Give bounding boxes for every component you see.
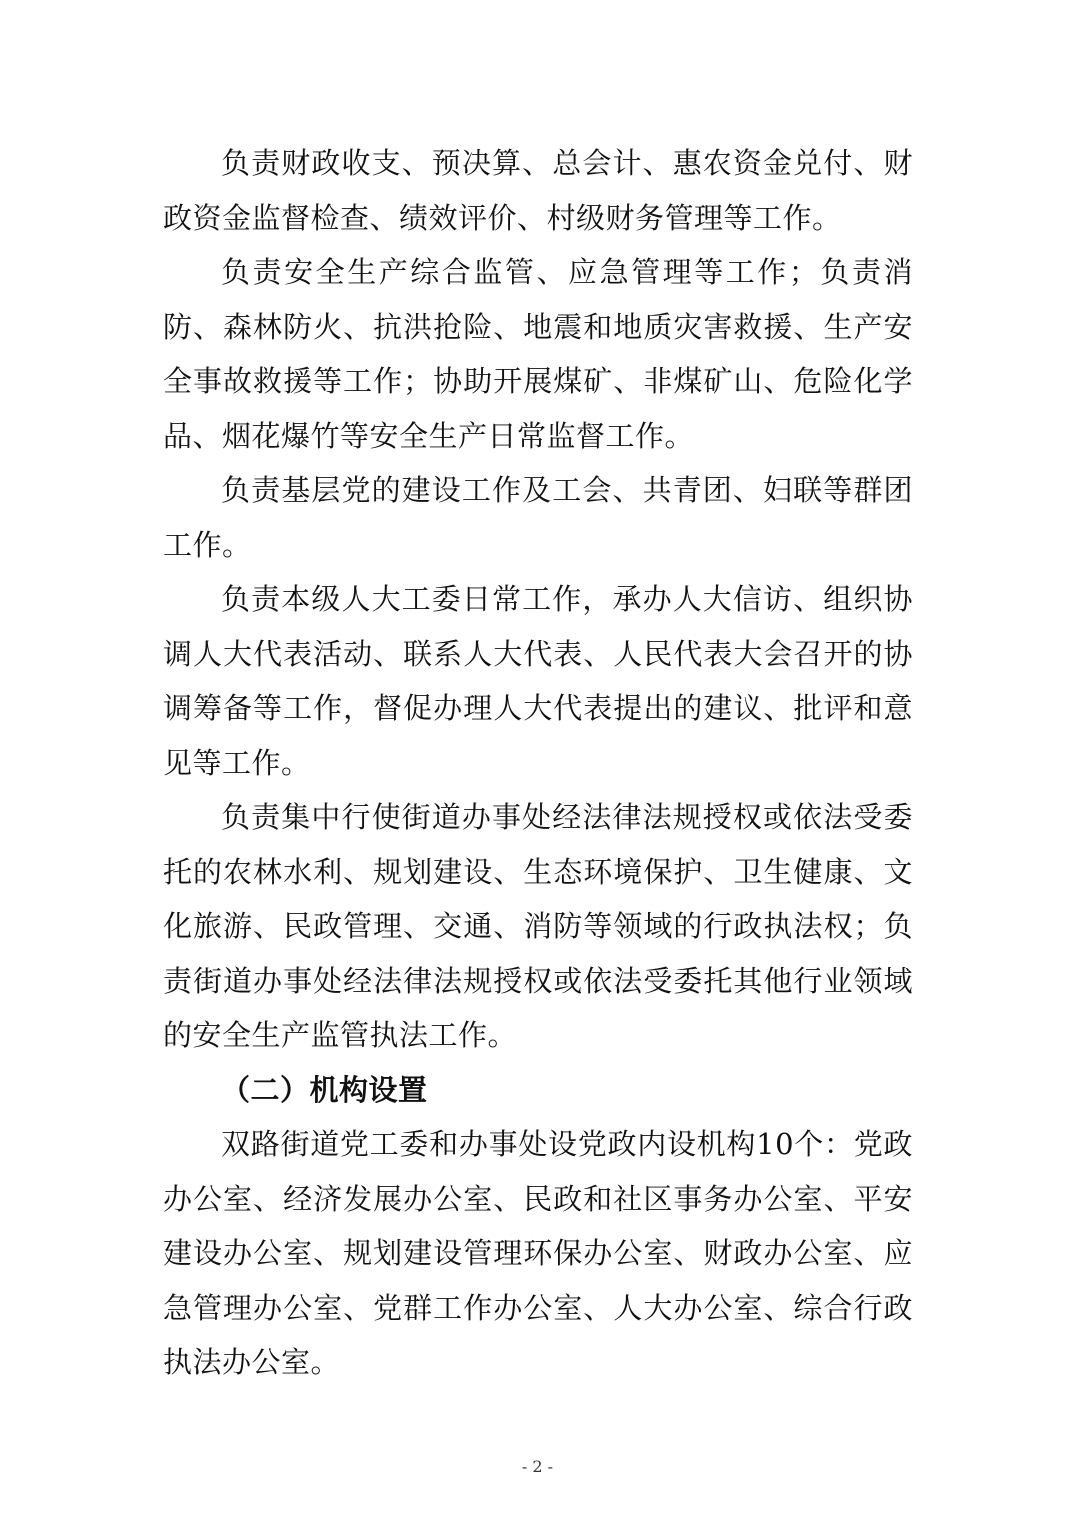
page-number: - 2 -: [521, 1457, 554, 1476]
paragraph-safety-duties: 负责安全生产综合监管、应急管理等工作；负责消防、森林防火、抗洪抢险、地震和地质灾害救援、生产安全事故救援等工作；协助开展煤矿、非煤矿山、危险化学品、烟花爆竹等安全生产日常监督工作。: [163, 255, 913, 453]
paragraph-party-building-duties: 负责基层党的建设工作及工会、共青团、妇联等群团工作。: [163, 473, 913, 562]
document-body: [163, 136, 913, 1390]
paragraph-finance-duties: 负责财政收支、预决算、总会计、惠农资金兑付、财政资金监督检查、绩效评价、村级财务管理等工作。: [163, 146, 913, 235]
paragraph-organization-setup: 双路街道党工委和办事处设党政内设机构10个：党政办公室、经济发展办公室、民政和社区事务办公室、平安建设办公室、规划建设管理环保办公室、财政办公室、应急管理办公室、党群工作办公室、人大办公室、综合行政执法办公室。: [163, 1127, 913, 1379]
paragraph-npc-duties: 负责本级人大工委日常工作，承办人大信访、组织协调人大代表活动、联系人大代表、人民代表大会召开的协调筹备等工作，督促办理人大代表提出的建议、批评和意见等工作。: [163, 582, 913, 780]
paragraph-law-enforcement-duties: 负责集中行使街道办事处经法律法规授权或依法受委托的农林水利、规划建设、生态环境保护、卫生健康、文化旅游、民政管理、交通、消防等领域的行政执法权；负责街道办事处经法律法规授权或依法受委托其他行业领域的安全生产监管执法工作。: [163, 800, 913, 1052]
section-heading: （二）机构设置: [221, 1072, 428, 1107]
